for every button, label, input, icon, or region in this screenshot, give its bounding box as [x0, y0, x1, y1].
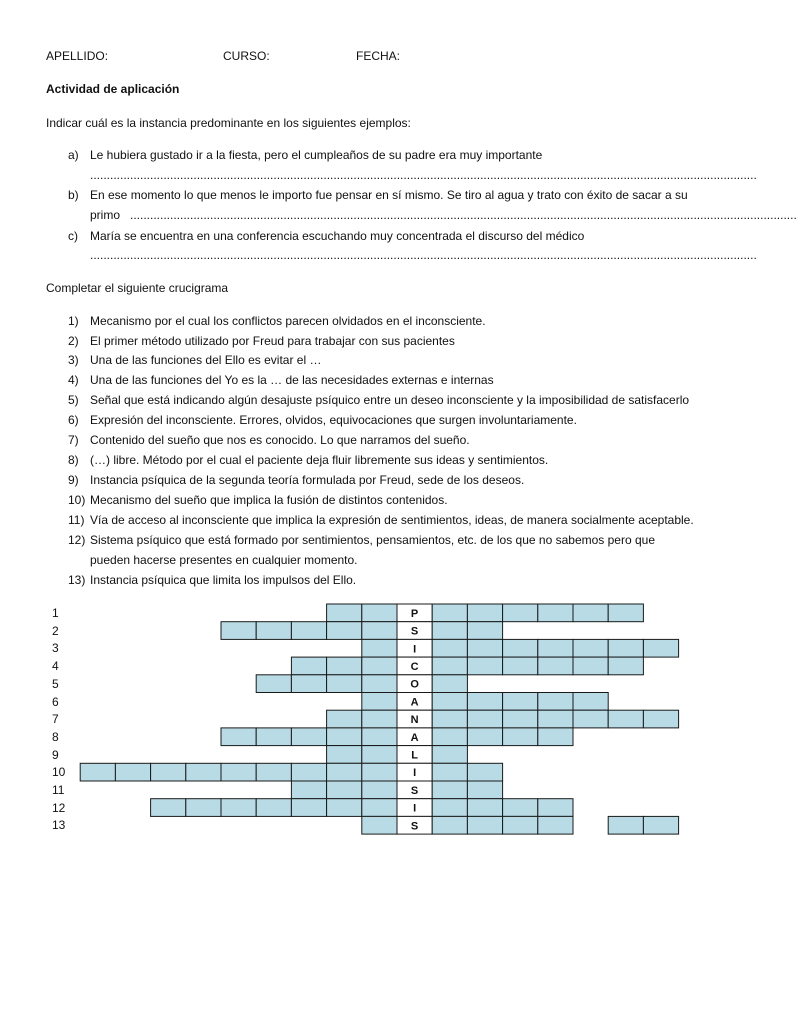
curso-label: CURSO: [223, 49, 270, 63]
crossword-cell[interactable] [503, 799, 538, 817]
answer-line-a: ........................................................................................................................................................................................................ [90, 168, 757, 182]
crossword-row-number: 12 [52, 800, 66, 815]
crossword-cell[interactable] [115, 763, 150, 781]
crossword-row-number: 4 [52, 659, 59, 674]
crossword-cell[interactable] [362, 710, 397, 728]
crossword-cell[interactable] [503, 657, 538, 675]
crossword-cell[interactable] [467, 693, 502, 711]
crossword-key-cell[interactable] [397, 728, 432, 746]
crossword-key-cell[interactable] [397, 816, 432, 834]
crossword-row-number: 3 [52, 641, 59, 656]
crossword-cell[interactable] [362, 763, 397, 781]
crossword-cell[interactable] [256, 675, 291, 693]
crossword-key-letter: I [413, 802, 417, 815]
crossword-key-cell[interactable] [397, 799, 432, 817]
clue-number: 6) [68, 413, 79, 427]
crossword-cell[interactable] [608, 816, 643, 834]
crossword-cell[interactable] [538, 693, 573, 711]
crossword-cell[interactable] [467, 816, 502, 834]
crossword-key-cell[interactable] [397, 693, 432, 711]
crossword-cell[interactable] [327, 728, 362, 746]
crossword-cell[interactable] [256, 728, 291, 746]
crossword-cell[interactable] [432, 781, 467, 799]
crossword-cell[interactable] [432, 675, 467, 693]
crossword-cell[interactable] [221, 763, 256, 781]
clue-number: 2) [68, 334, 79, 348]
crossword-cell[interactable] [256, 763, 291, 781]
crossword-cell[interactable] [291, 675, 326, 693]
crossword-cell[interactable] [573, 604, 608, 622]
clue-number: 1) [68, 314, 79, 328]
clue-text: Una de las funciones del Ello es evitar el … [90, 353, 322, 367]
crossword-cell[interactable] [80, 763, 115, 781]
crossword-cell[interactable] [538, 657, 573, 675]
crossword-key-cell[interactable] [397, 710, 432, 728]
item-b-text: En ese momento lo que menos le importo fue pensar en sí mismo. Se tiro al agua y trato con éxito de sacar a su [90, 188, 688, 202]
crossword-cell[interactable] [432, 799, 467, 817]
crossword-key-cell[interactable] [397, 657, 432, 675]
item-b-letter: b) [68, 188, 79, 202]
crossword-key-letter: L [411, 749, 418, 762]
crossword-key-cell[interactable] [397, 675, 432, 693]
crossword-cell[interactable] [538, 604, 573, 622]
activity-title: Actividad de aplicación [46, 82, 180, 96]
crossword-cell[interactable] [608, 639, 643, 657]
crossword-cell[interactable] [151, 763, 186, 781]
crossword-cell[interactable] [467, 763, 502, 781]
clue-number: 8) [68, 453, 79, 467]
crossword-cell[interactable] [467, 639, 502, 657]
crossword-cell[interactable] [362, 622, 397, 640]
crossword-key-letter: C [410, 660, 419, 673]
crossword-cell[interactable] [467, 728, 502, 746]
crossword-cell[interactable] [538, 816, 573, 834]
crossword-cell[interactable] [503, 639, 538, 657]
crossword-row-number: 9 [52, 747, 59, 762]
crossword-cell[interactable] [362, 639, 397, 657]
crossword-cell[interactable] [362, 693, 397, 711]
crossword-cell[interactable] [538, 728, 573, 746]
crossword-key-cell[interactable] [397, 622, 432, 640]
answer-line-c: ........................................................................................................................................................................................................ [90, 248, 757, 262]
apellido-label: APELLIDO: [46, 49, 109, 63]
crossword-cell[interactable] [643, 816, 678, 834]
crossword-cell[interactable] [608, 657, 643, 675]
clue-text: Mecanismo por el cual los conflictos parecen olvidados en el inconsciente. [90, 314, 486, 328]
clue-text: Instancia psíquica de la segunda teoría formulada por Freud, sede de los deseos. [90, 473, 525, 487]
clue-number: 9) [68, 473, 79, 487]
crossword-cell[interactable] [432, 710, 467, 728]
crossword-cell[interactable] [291, 799, 326, 817]
crossword-cell[interactable] [432, 728, 467, 746]
clue-number: 4) [68, 373, 79, 387]
clue-text: Instancia psíquica que limita los impulsos del Ello. [90, 573, 357, 587]
crossword-cell[interactable] [608, 604, 643, 622]
crossword-cell[interactable] [432, 746, 467, 764]
crossword-cell[interactable] [327, 781, 362, 799]
crossword-cell[interactable] [221, 728, 256, 746]
crossword-cell[interactable] [467, 781, 502, 799]
clue-text: El primer método utilizado por Freud para trabajar con sus pacientes [90, 334, 455, 348]
crossword-key-cell[interactable] [397, 781, 432, 799]
crossword-cell[interactable] [362, 799, 397, 817]
crossword-cell[interactable] [538, 710, 573, 728]
crossword-key-cell[interactable] [397, 604, 432, 622]
crossword-cell[interactable] [256, 799, 291, 817]
clue-text-continuation: pueden hacerse presentes en cualquier momento. [90, 553, 358, 567]
clue-text: Contenido del sueño que nos es conocido. Lo que narramos del sueño. [90, 433, 470, 447]
crossword-cell[interactable] [362, 816, 397, 834]
crossword-cell[interactable] [643, 639, 678, 657]
crossword-cell[interactable] [221, 622, 256, 640]
crossword-key-letter: I [413, 767, 417, 780]
crossword-cell[interactable] [643, 710, 678, 728]
crossword-cell[interactable] [503, 604, 538, 622]
crossword-row-number: 1 [52, 606, 59, 620]
clue-text: Expresión del inconsciente. Errores, olvidos, equivocaciones que surgen involuntariamente. [90, 413, 577, 427]
crossword-cell[interactable] [221, 799, 256, 817]
crossword-cell[interactable] [186, 799, 221, 817]
crossword-cell[interactable] [432, 816, 467, 834]
crossword-cell[interactable] [362, 657, 397, 675]
crossword-key-letter: S [410, 625, 419, 638]
crossword-cell[interactable] [186, 763, 221, 781]
crossword-cell[interactable] [467, 622, 502, 640]
crossword-cell[interactable] [503, 710, 538, 728]
crossword-row-number: 10 [52, 765, 66, 780]
clue-text: Mecanismo del sueño que implica la fusión de distintos contenidos. [90, 493, 448, 507]
crossword-key-letter: O [410, 678, 419, 691]
crossword-row-number: 6 [52, 694, 59, 709]
crossword-cell[interactable] [538, 639, 573, 657]
answer-line-b: ........................................................................................................................................................................................................ [130, 208, 797, 222]
crossword-cell[interactable] [432, 657, 467, 675]
crossword-cell[interactable] [362, 675, 397, 693]
crossword-cell[interactable] [432, 763, 467, 781]
item-a-text: Le hubiera gustado ir a la fiesta, pero el cumpleaños de su padre era muy importante [90, 148, 543, 162]
clue-text: Señal que está indicando algún desajuste psíquico entre un deseo inconsciente y la imposibilidad de satisfacerlo [90, 393, 690, 407]
crossword-cell[interactable] [608, 710, 643, 728]
clue-text: Una de las funciones del Yo es la … de las necesidades externas e internas [90, 373, 494, 387]
crossword-cell[interactable] [467, 604, 502, 622]
crossword-cell[interactable] [362, 728, 397, 746]
crossword-key-cell[interactable] [397, 746, 432, 764]
crossword-cell[interactable] [327, 710, 362, 728]
crossword-cell[interactable] [573, 693, 608, 711]
crossword-cell[interactable] [503, 693, 538, 711]
crossword-cell[interactable] [503, 728, 538, 746]
clue-text: Vía de acceso al inconsciente que implica la expresión de sentimientos, ideas, de manera socialmente aceptable. [90, 513, 694, 527]
clue-number: 3) [68, 353, 79, 367]
item-c-text: María se encuentra en una conferencia escuchando muy concentrada el discurso del médico [90, 229, 585, 243]
crossword-key-letter: A [410, 731, 419, 744]
clue-number: 13) [68, 573, 86, 587]
clue-number: 11) [68, 513, 85, 527]
crossword-cell[interactable] [327, 746, 362, 764]
crossword-key-cell[interactable] [397, 639, 432, 657]
crossword-key-cell[interactable] [397, 763, 432, 781]
crossword-cell[interactable] [291, 728, 326, 746]
crossword-row-number: 7 [52, 712, 59, 727]
crossword-cell[interactable] [573, 639, 608, 657]
crossword-cell[interactable] [151, 799, 186, 817]
crossword-cell[interactable] [432, 604, 467, 622]
clue-number: 5) [68, 393, 79, 407]
crossword-row-number: 2 [52, 623, 59, 638]
crossword-cell[interactable] [291, 657, 326, 675]
clue-number: 7) [68, 433, 79, 447]
crossword-cell[interactable] [538, 799, 573, 817]
crossword-row-number: 11 [52, 783, 65, 797]
clue-number: 10) [68, 493, 86, 507]
clue-number: 12) [68, 533, 86, 547]
item-a-letter: a) [68, 148, 79, 162]
crossword-cell[interactable] [327, 604, 362, 622]
crossword-key-letter: S [410, 820, 419, 833]
crossword-instruction: Completar el siguiente crucigrama [46, 281, 229, 295]
crossword-cell[interactable] [432, 622, 467, 640]
crossword-cell[interactable] [291, 622, 326, 640]
crossword-cell[interactable] [573, 657, 608, 675]
crossword-cell[interactable] [291, 763, 326, 781]
crossword-cell[interactable] [467, 799, 502, 817]
crossword-cell[interactable] [362, 746, 397, 764]
crossword-cell[interactable] [467, 657, 502, 675]
clue-text: Sistema psíquico que está formado por sentimientos, pensamientos, etc. de los que no sabemos pero que [90, 533, 655, 547]
crossword-key-letter: I [413, 643, 417, 656]
crossword-cell[interactable] [327, 675, 362, 693]
crossword-cell[interactable] [573, 710, 608, 728]
crossword-cell[interactable] [432, 693, 467, 711]
crossword-key-letter: P [410, 607, 419, 620]
crossword-row-number: 5 [52, 676, 59, 691]
crossword-cell[interactable] [327, 657, 362, 675]
crossword-key-letter: S [410, 784, 419, 797]
crossword-row-number: 8 [52, 729, 59, 744]
crossword-cell[interactable] [327, 622, 362, 640]
crossword-cell[interactable] [291, 781, 326, 799]
item-b-continuation: primo [90, 208, 121, 222]
crossword-cell[interactable] [503, 816, 538, 834]
crossword-key-letter: A [410, 696, 419, 709]
crossword-cell[interactable] [327, 799, 362, 817]
crossword-row-number: 13 [52, 818, 66, 833]
crossword-cell[interactable] [327, 763, 362, 781]
fecha-label: FECHA: [356, 49, 401, 63]
clue-text: (…) libre. Método por el cual el paciente deja fluir libremente sus ideas y sentimientos. [90, 453, 549, 467]
crossword-cell[interactable] [362, 781, 397, 799]
crossword-cell[interactable] [467, 710, 502, 728]
crossword-cell[interactable] [256, 622, 291, 640]
item-c-letter: c) [68, 229, 78, 243]
activity-instruction: Indicar cuál es la instancia predominante en los siguientes ejemplos: [46, 116, 411, 130]
crossword-key-letter: N [410, 714, 419, 727]
crossword-cell[interactable] [362, 604, 397, 622]
crossword-cell[interactable] [432, 639, 467, 657]
